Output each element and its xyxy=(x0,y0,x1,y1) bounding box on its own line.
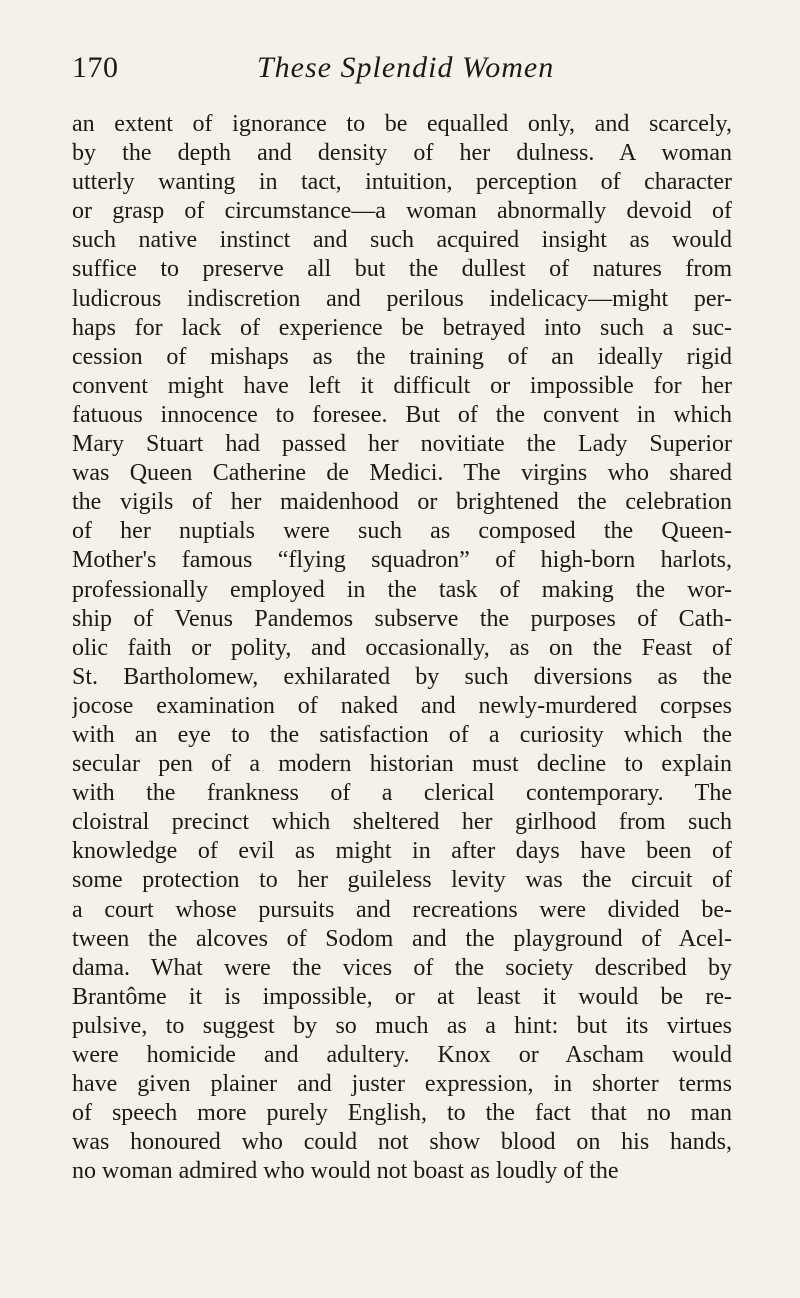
text-line: St. Bartholomew, exhilarated by such diversions as the xyxy=(72,663,732,690)
text-line: a court whose pursuits and recreations were divided be- xyxy=(72,896,732,923)
text-line: knowledge of evil as might in after days have been of xyxy=(72,838,732,865)
text-line: secular pen of a modern historian must decline to explain xyxy=(72,751,732,778)
text-line: or grasp of circumstance—a woman abnormally devoid of xyxy=(72,198,732,225)
text-line: tween the alcoves of Sodom and the playground of Acel- xyxy=(72,925,732,952)
text-line: ship of Venus Pandemos subserve the purposes of Cath- xyxy=(72,605,732,632)
text-line: an extent of ignorance to be equalled only, and scarcely, xyxy=(72,111,732,137)
text-line: utterly wanting in tact, intuition, perception of character xyxy=(72,169,732,196)
text-line: suffice to preserve all but the dullest of natures from xyxy=(72,256,732,283)
text-line: Mother's famous “flying squadron” of high-born harlots, xyxy=(72,547,732,574)
text-line: with an eye to the satisfaction of a curiosity which the xyxy=(72,721,732,748)
page-number: 170 xyxy=(72,51,119,84)
text-line: of speech more purely English, to the fact that no man xyxy=(72,1100,732,1127)
text-line: haps for lack of experience be betrayed into such a suc- xyxy=(72,314,732,341)
body-text xyxy=(72,110,732,1186)
text-line: Mary Stuart had passed her novitiate the Lady Superior xyxy=(72,431,732,458)
text-line: dama. What were the vices of the society described by xyxy=(72,954,732,981)
text-line: some protection to her guileless levity was the circuit of xyxy=(72,867,732,894)
text-line: was honoured who could not show blood on his hands, xyxy=(72,1129,732,1156)
text-line: with the frankness of a clerical contemporary. The xyxy=(72,780,732,807)
text-line: no woman admired who would not boast as loudly of the xyxy=(72,1158,619,1185)
text-line: was Queen Catherine de Medici. The virgins who shared xyxy=(72,460,732,487)
text-line: have given plainer and juster expression, in shorter terms xyxy=(72,1071,732,1098)
running-title: These Splendid Women xyxy=(257,51,555,84)
text-line: olic faith or polity, and occasionally, as on the Feast of xyxy=(72,634,732,661)
text-line: the vigils of her maidenhood or brightened the celebration xyxy=(72,489,732,516)
text-line: such native instinct and such acquired insight as would xyxy=(72,227,732,254)
text-line: ludicrous indiscretion and perilous indelicacy—might per- xyxy=(72,285,732,312)
text-line: jocose examination of naked and newly-murdered corpses xyxy=(72,692,732,719)
text-line: were homicide and adultery. Knox or Ascham would xyxy=(72,1042,732,1068)
page-header xyxy=(72,48,728,98)
text-line: by the depth and density of her dulness. A woman xyxy=(72,140,732,167)
text-line: cession of mishaps as the training of an ideally rigid xyxy=(72,343,732,370)
text-line: fatuous innocence to foresee. But of the convent in which xyxy=(72,401,732,428)
text-line: pulsive, to suggest by so much as a hint: but its virtues xyxy=(72,1012,732,1039)
text-line: professionally employed in the task of making the wor- xyxy=(72,576,732,603)
text-line: convent might have left it difficult or impossible for her xyxy=(72,372,732,399)
text-line: of her nuptials were such as composed the Queen- xyxy=(72,518,732,545)
text-line: cloistral precinct which sheltered her girlhood from such xyxy=(72,809,732,836)
text-line: Brantôme it is impossible, or at least it would be re- xyxy=(72,983,732,1010)
